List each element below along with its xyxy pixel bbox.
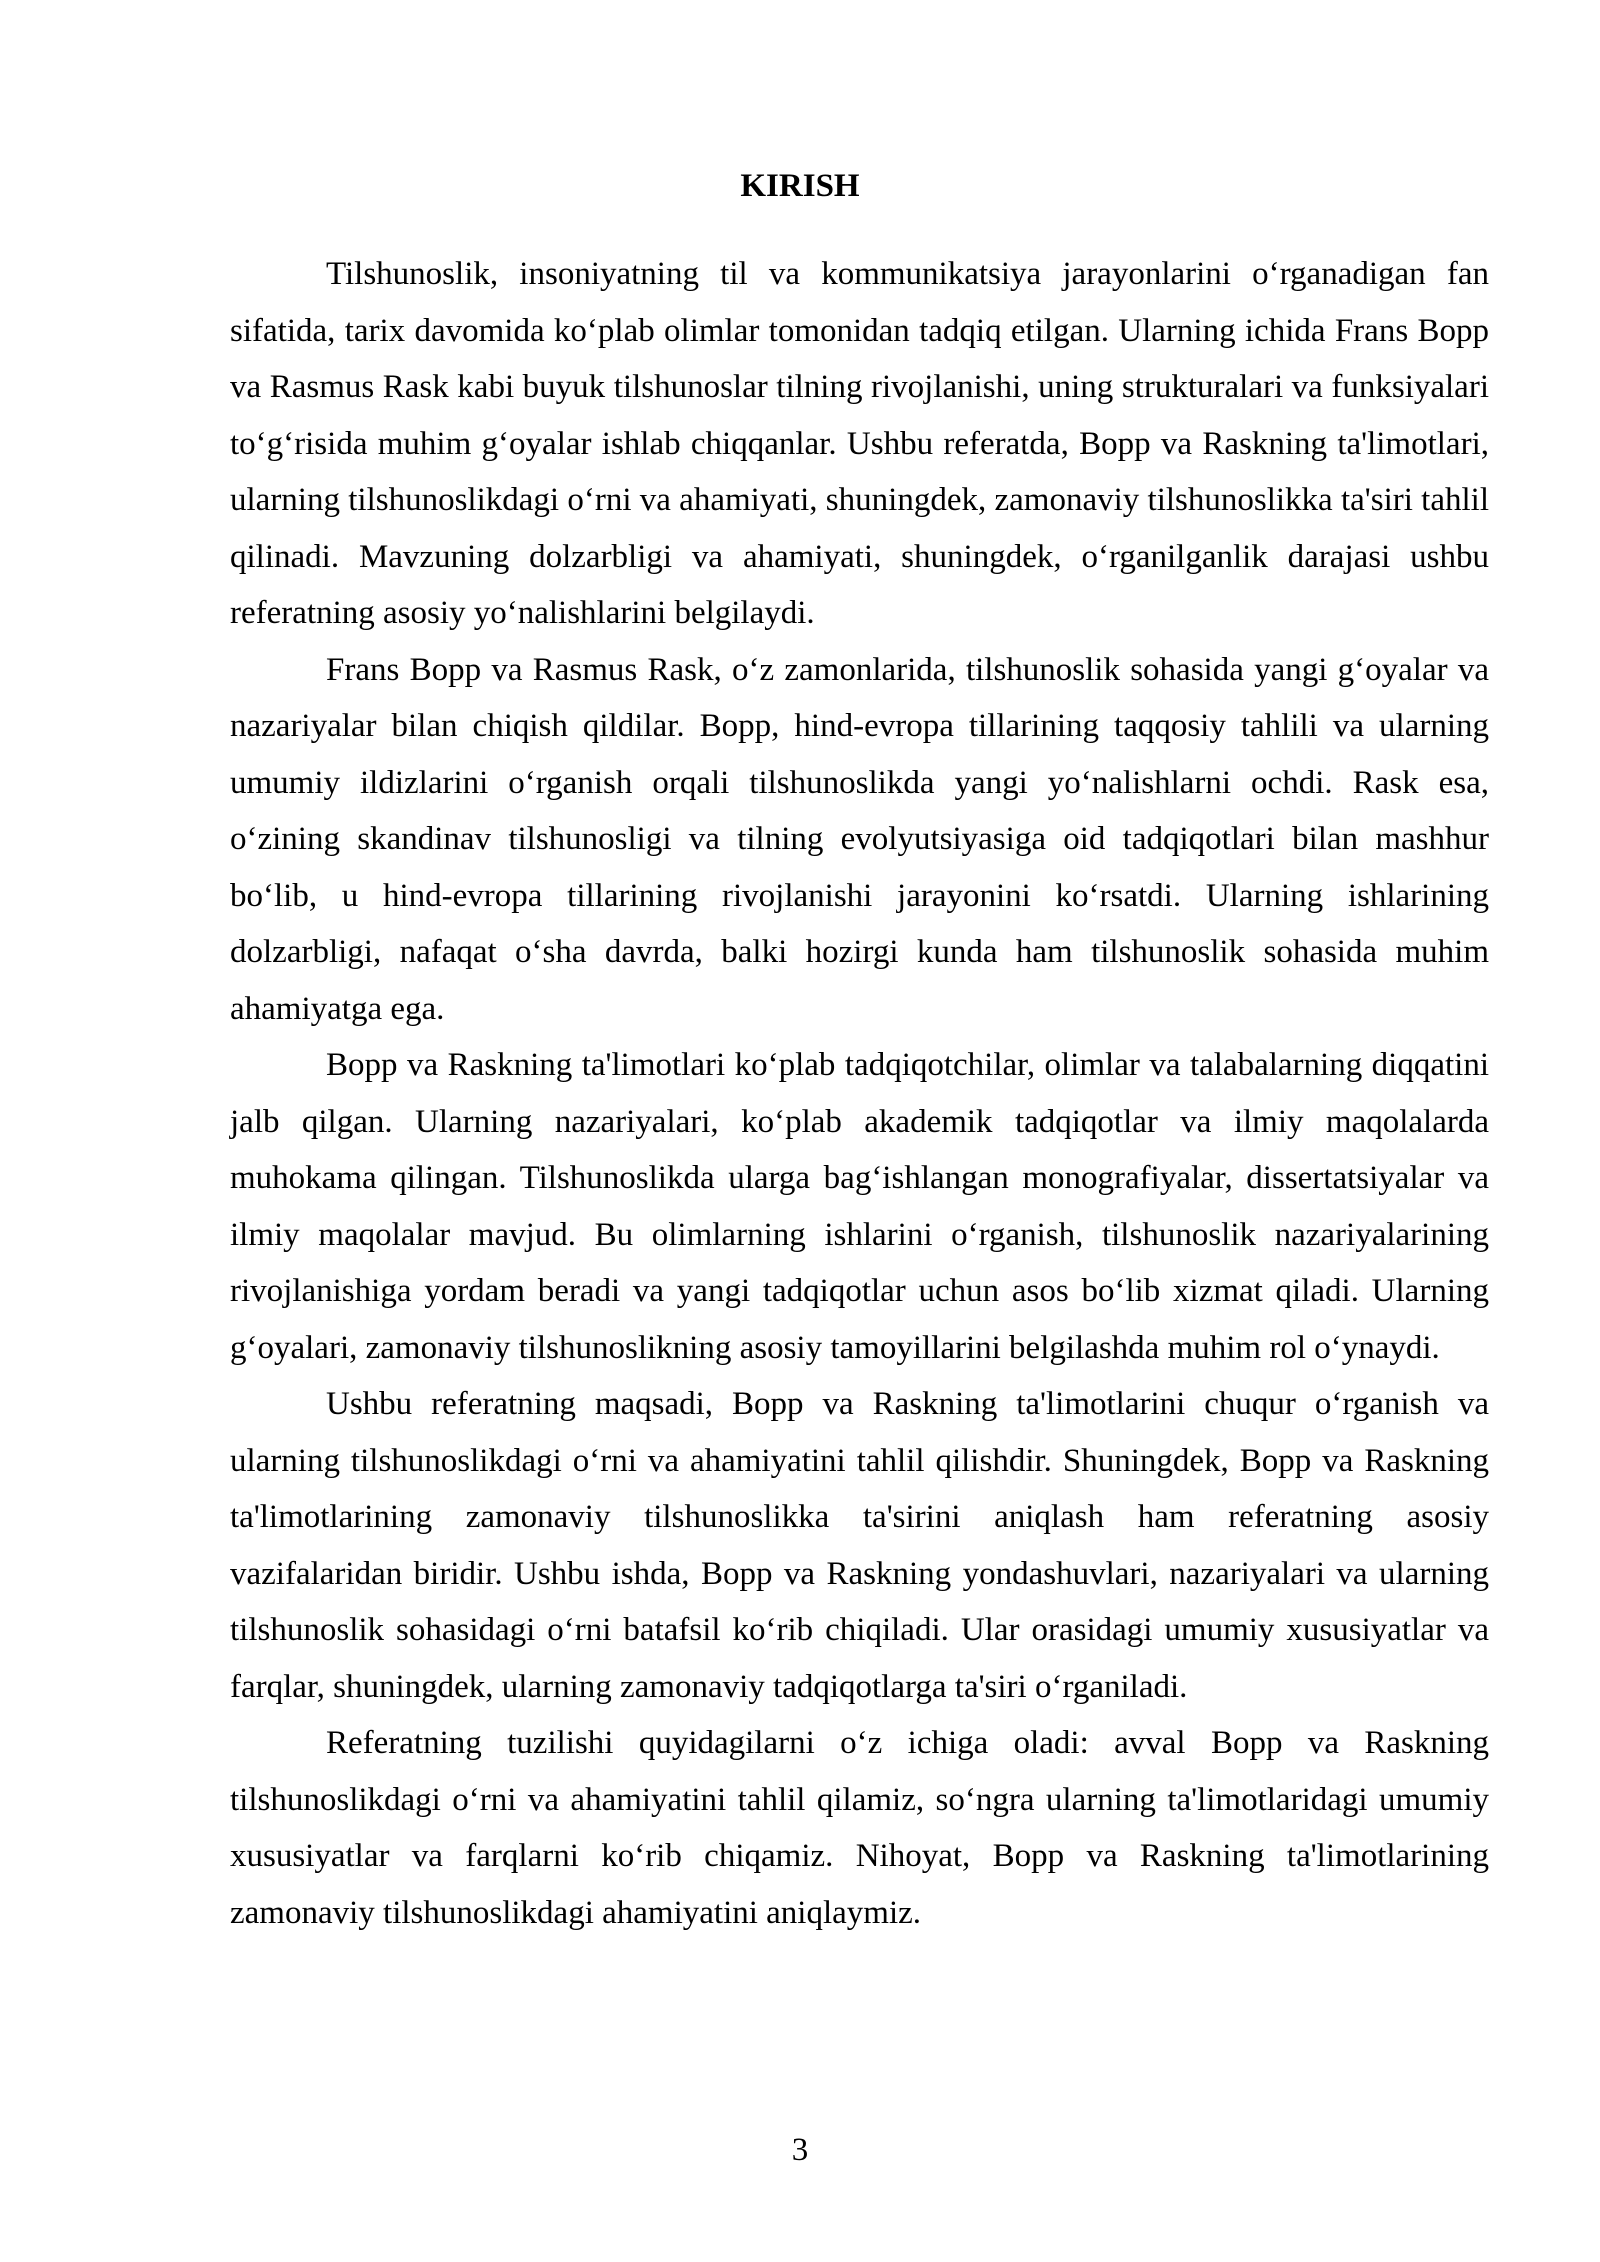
body-text — [230, 246, 1489, 1941]
paragraph-1: Tilshunoslik, insoniyatning til va kommunikatsiya jarayonlarini o‘rganadigan fan sifatida, tarix davomida ko‘plab olimlar tomonidan tadqiq etilgan. Ularning ichida Frans Bopp va Rasmus Rask kabi buyuk tilshunoslar tilning rivojlanishi, uning strukturalari va funksiyalari to‘g‘risida muhim g‘oyalar ishlab chiqqanlar. Ushbu referatda, Bopp va Raskning ta'limotlari, ularning tilshunoslikdagi o‘rni va ahamiyati, shuningdek, zamonaviy tilshunoslikka ta'siri tahlil qilinadi. Mavzuning dolzarbligi va ahamiyati, shuningdek, o‘rganilganlik darajasi ushbu referatning asosiy yo‘nalishlarini belgilaydi. — [230, 256, 1489, 631]
page-number: 3 — [791, 2132, 809, 2168]
paragraph-5: Referatning tuzilishi quyidagilarni o‘z ichiga oladi: avval Bopp va Raskning tilshunoslikdagi o‘rni va ahamiyatini tahlil qilamiz, so‘ngra ularning ta'limotlaridagi umumiy xususiyatlar va farqlarni ko‘rib chiqamiz. Nihoyat, Bopp va Raskning ta'limotlarining zamonaviy tilshunoslikdagi ahamiyatini aniqlaymiz. — [230, 1725, 1489, 1931]
paragraph-3: Bopp va Raskning ta'limotlari ko‘plab tadqiqotchilar, olimlar va talabalarning diqqatini jalb qilgan. Ularning nazariyalari, ko‘plab akademik tadqiqotlar va ilmiy maqolalarda muhokama qilingan. Tilshunoslikda ularga bag‘ishlangan monografiyalar, dissertatsiyalar va ilmiy maqolalar mavjud. Bu olimlarning ishlarini o‘rganish, tilshunoslik nazariyalarining rivojlanishiga yordam beradi va yangi tadqiqotlar uchun asos bo‘lib xizmat qiladi. Ularning g‘oyalari, zamonaviy tilshunoslikning asosiy tamoyillarini belgilashda muhim rol o‘ynaydi. — [230, 1047, 1489, 1366]
paragraph-2: Frans Bopp va Rasmus Rask, o‘z zamonlarida, tilshunoslik sohasida yangi g‘oyalar va nazariyalar bilan chiqish qildilar. Bopp, hind-evropa tillarining taqqosiy tahlili va ularning umumiy ildizlarini o‘rganish orqali tilshunoslikda yangi yo‘nalishlarni ochdi. Rask esa, o‘zining skandinav tilshunosligi va tilning evolyutsiyasiga oid tadqiqotlari bilan mashhur bo‘lib, u hind-evropa tillarining rivojlanishi jarayonini ko‘rsatdi. Ularning ishlarining dolzarbligi, nafaqat o‘sha davrda, balki hozirgi kunda ham tilshunoslik sohasida muhim ahamiyatga ega. — [230, 651, 1489, 1027]
page-heading: KIRISH — [740, 168, 860, 204]
paragraph-4: Ushbu referatning maqsadi, Bopp va Raskning ta'limotlarini chuqur o‘rganish va ularning tilshunoslikdagi o‘rni va ahamiyatini tahlil qilishdir. Shuningdek, Bopp va Raskning ta'limotlarining zamonaviy tilshunoslikka ta'sirini aniqlash ham referatning asosiy vazifalaridan biridir. Ushbu ishda, Bopp va Raskning yondashuvlari, nazariyalari va ularning tilshunoslik sohasidagi o‘rni batafsil ko‘rib chiqiladi. Ular orasidagi umumiy xususiyatlar va farqlar, shuningdek, ularning zamonaviy tadqiqotlarga ta'siri o‘rganiladi. — [230, 1386, 1489, 1705]
